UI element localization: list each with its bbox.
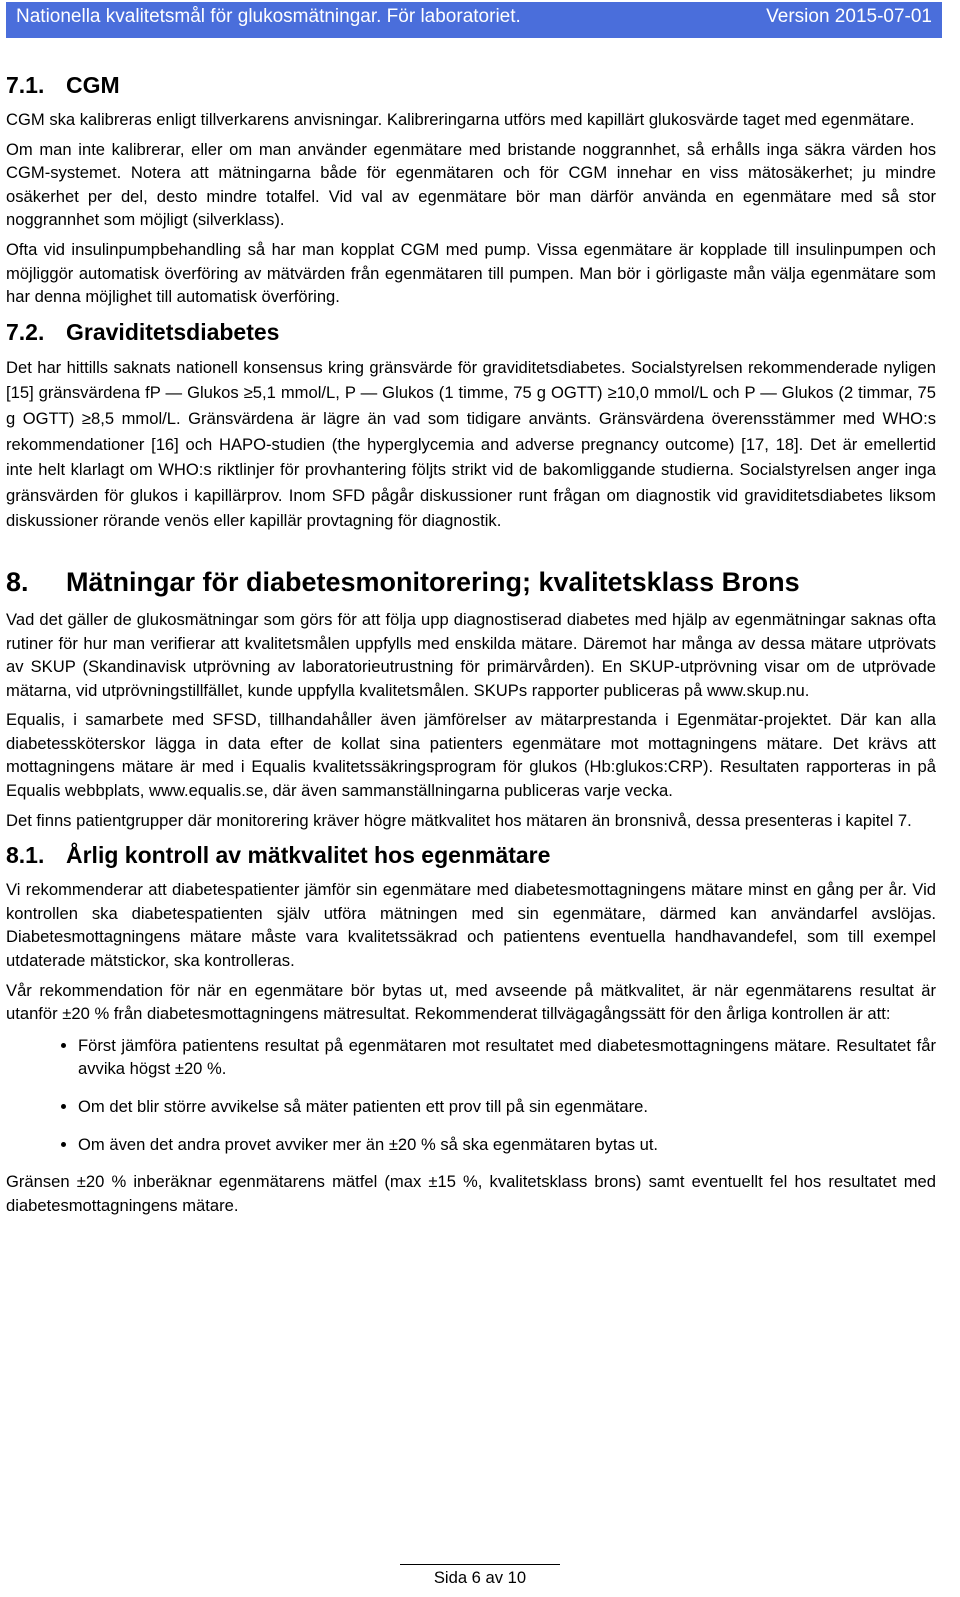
footer-divider xyxy=(400,1564,560,1565)
page-header xyxy=(6,2,942,38)
page-footer xyxy=(0,1568,960,1588)
section-title: CGM xyxy=(66,72,120,98)
paragraph: Ofta vid insulinpumpbehandling så har man kopplat CGM med pump. Vissa egenmätare är kopplade till insulinpumpen och möjliggör automatisk överföring av mätvärden från egenmätaren till pumpen. Man bör i görligaste mån välja egenmätare som har denna möjlighet till automatisk överföring. xyxy=(6,239,936,307)
paragraph: Vår rekommendation för när en egenmätare bör bytas ut, med avseende på mätkvalitet, är när egenmätarens resultat är utanför ±20 % från diabetesmottagningens mätresultat. Rekommenderat tillvägagångssätt för den årliga kontrollen är att: xyxy=(6,980,936,1024)
section-8-heading xyxy=(6,562,936,602)
paragraph: Vi rekommenderar att diabetespatienter jämför sin egenmätare med diabetesmottagningens mätare minst en gång per år. Vid kontrollen ska diabetespatienten själv utföra mätningen med sin egenmätare, därmed kan användarfel avslöjas. Diabetesmottagningens mätare måste vara kvalitetssäkrad och patientens eventuella handhavandefel, som till exempel utdaterade mätstickor, ska kontrolleras. xyxy=(6,880,936,971)
paragraph: Gränsen ±20 % inberäknar egenmätarens mätfel (max ±15 %, kvalitetsklass brons) samt eventuellt fel hos resultatet med diabetesmottagningens mätare. xyxy=(6,1172,936,1215)
header-version: Version 2015-07-01 xyxy=(766,6,932,27)
paragraph: Vad det gäller de glukosmätningar som görs för att följa upp diagnostiserad diabetes med hjälp av egenmätningar saknas ofta rutiner för hur man verifierar att kvalitetsmålen uppfylls med enskilda mätare. Däremot har många av dessa mätare utprövats av SKUP (Skandinavisk utprövning av laboratorieutrustning för primärvården). En SKUP-utprövning visar om de utprövade mätarna, vid utprövningstillfället, kunde uppfylla kvalitetsmålen. SKUPs rapporter publiceras på www.skup.nu. xyxy=(6,609,936,700)
section-number: 7.1. xyxy=(6,72,45,98)
paragraph: Det finns patientgrupper där monitorering kräver högre mätkvalitet hos mätaren än bronsnivå, dessa presenteras i kapitel 7. xyxy=(6,810,912,830)
section-number: 8. xyxy=(6,566,29,597)
paragraph: Om man inte kalibrerar, eller om man använder egenmätare med bristande noggrannhet, så erhålls inga säkra värden hos CGM-systemet. Notera att mätningarna både för egenmätaren och för CGM innehar en viss mätosäkerhet; ju mindre osäkerhet per del, desto mindre totalfel. Vid val av egenmätare bör man därför använda en egenmätare med så stor noggrannhet som möjligt (silverklass). xyxy=(6,139,936,230)
page-number: Sida 6 av 10 xyxy=(433,1568,527,1587)
section-title: Årlig kontroll av mätkvalitet hos egenmätare xyxy=(66,842,551,869)
section-number: 8.1. xyxy=(6,842,45,869)
section-title: Graviditetsdiabetes xyxy=(66,318,280,345)
section-number: 7.2. xyxy=(6,318,45,345)
section-title: Mätningar för diabetesmonitorering; kvalitetsklass Brons xyxy=(66,566,800,597)
header-title: Nationella kvalitetsmål för glukosmätningar. För laboratoriet. xyxy=(16,6,521,27)
paragraph: CGM ska kalibreras enligt tillverkarens anvisningar. Kalibreringarna utförs med kapillärt glukosvärde taget med egenmätare. xyxy=(6,110,915,129)
paragraph: Det har hittills saknats nationell konsensus kring gränsvärde för graviditetsdiabetes. Socialstyrelsen rekommenderade nyligen [15] gränsvärdena fP — Glukos ≥5,1 mmol/L, P — Glukos (1 timme, 75 g OGTT) ≥10,0 mmol/L och P — Glukos (2 timmar, 75 g OGTT) ≥8,5 mmol/L. Gränsvärdena är lägre än vad som tidigare använts. Gränsvärdena överensstämmer med WHO:s rekommendationer [16] och HAPO-studien (the hyperglycemia and adverse pregnancy outcome) [17, 18]. Det är emellertid inte helt klarlagt om WHO:s riktlinjer för provhantering följts strikt vid de bakomliggande studierna. Socialstyrelsen anger inga gränsvärden för glukos i kapillärprov. Inom SFD pågår diskussioner runt frågan om diagnostik vid graviditetsdiabetes liksom diskussioner rörande venös eller kapillär provtagning för diagnostik. xyxy=(6,357,936,531)
list-item: • Först jämföra patientens resultat på egenmätaren mot resultatet med diabetesmottagningens mätare. Resultatet får avvika högst ±20 %. xyxy=(78,1034,936,1081)
paragraph: Equalis, i samarbete med SFSD, tillhandahåller även jämförelser av mätarprestanda i Egenmätar-projektet. Där kan alla diabetessköterskor lägga in data efter de kollat sina patienters egenmätare mot mottagningens mätare. Det krävs att mottagningens mätare är med i Equalis kvalitetssäkringsprogram för glukos (Hb:glukos:CRP). Resultaten rapporteras in på Equalis webbplats, www.equalis.se, där även sammanställningarna publiceras varje vecka. xyxy=(6,710,936,801)
section-7-2-heading xyxy=(6,315,936,349)
bullet-list xyxy=(6,1034,936,1156)
list-item: • Om även det andra provet avviker mer än ±20 % så ska egenmätaren bytas ut. xyxy=(78,1133,936,1157)
list-item: • Om det blir större avvikelse så mäter patienten ett prov till på sin egenmätare. xyxy=(78,1095,936,1119)
section-8-1-heading xyxy=(6,838,936,872)
document-body xyxy=(6,68,936,1223)
section-7-1-heading xyxy=(6,68,936,102)
